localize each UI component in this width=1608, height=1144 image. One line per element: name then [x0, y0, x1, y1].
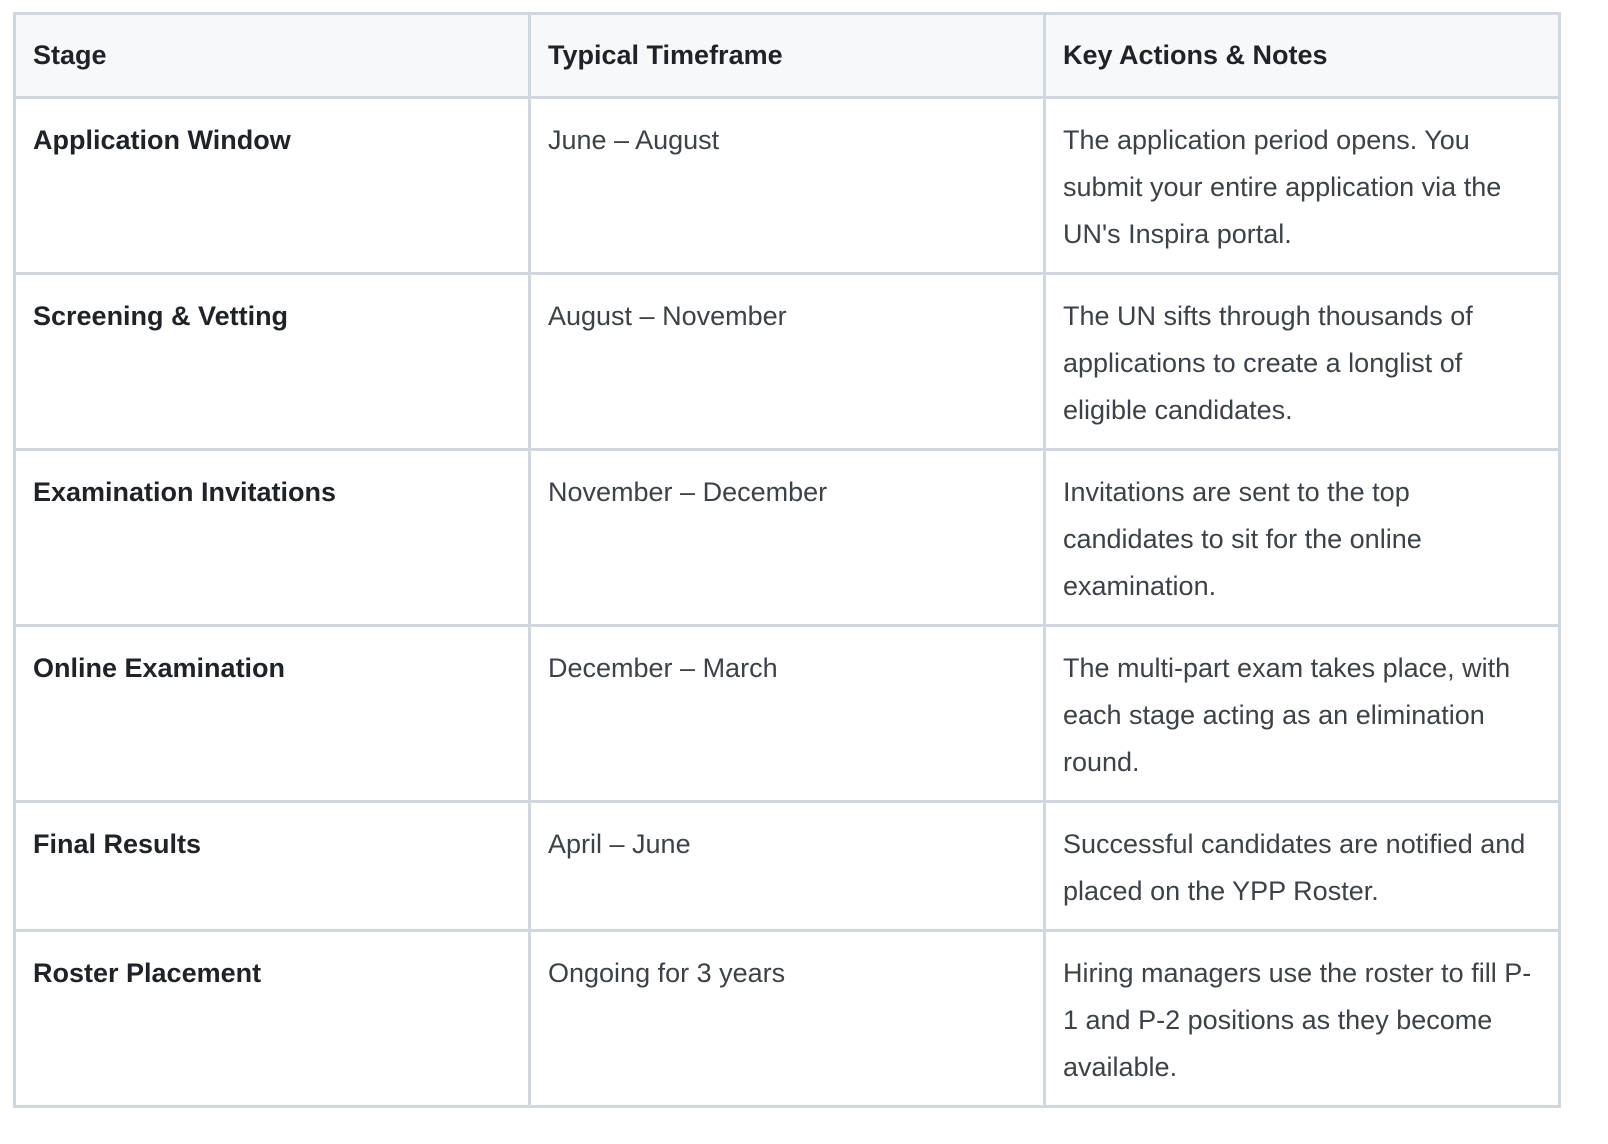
table-header — [15, 14, 1560, 98]
timeframe-cell: November – December — [530, 450, 1045, 626]
notes-cell: Successful candidates are notified and placed on the YPP Roster. — [1045, 802, 1560, 931]
notes-cell: Hiring managers use the roster to fill P-1 and P-2 positions as they become available. — [1045, 931, 1560, 1107]
notes-cell: The application period opens. You submit your entire application via the UN's Inspira portal. — [1045, 98, 1560, 274]
ypp-timeline-table — [13, 12, 1561, 1108]
stage-cell: Final Results — [15, 802, 530, 931]
stage-cell: Roster Placement — [15, 931, 530, 1107]
table-row — [15, 626, 1560, 802]
header-row — [15, 14, 1560, 98]
timeframe-cell: December – March — [530, 626, 1045, 802]
notes-cell: The multi-part exam takes place, with each stage acting as an elimination round. — [1045, 626, 1560, 802]
header-timeframe: Typical Timeframe — [530, 14, 1045, 98]
notes-cell: Invitations are sent to the top candidates to sit for the online examination. — [1045, 450, 1560, 626]
timeline-table-container — [13, 12, 1558, 1108]
table-row — [15, 98, 1560, 274]
stage-cell: Online Examination — [15, 626, 530, 802]
table-row — [15, 274, 1560, 450]
notes-cell: The UN sifts through thousands of applications to create a longlist of eligible candidates. — [1045, 274, 1560, 450]
table-row — [15, 931, 1560, 1107]
stage-cell: Screening & Vetting — [15, 274, 530, 450]
stage-cell: Examination Invitations — [15, 450, 530, 626]
header-stage: Stage — [15, 14, 530, 98]
table-row — [15, 450, 1560, 626]
header-notes: Key Actions & Notes — [1045, 14, 1560, 98]
table-body — [15, 98, 1560, 1107]
timeframe-cell: June – August — [530, 98, 1045, 274]
stage-cell: Application Window — [15, 98, 530, 274]
timeframe-cell: Ongoing for 3 years — [530, 931, 1045, 1107]
timeframe-cell: August – November — [530, 274, 1045, 450]
table-row — [15, 802, 1560, 931]
timeframe-cell: April – June — [530, 802, 1045, 931]
